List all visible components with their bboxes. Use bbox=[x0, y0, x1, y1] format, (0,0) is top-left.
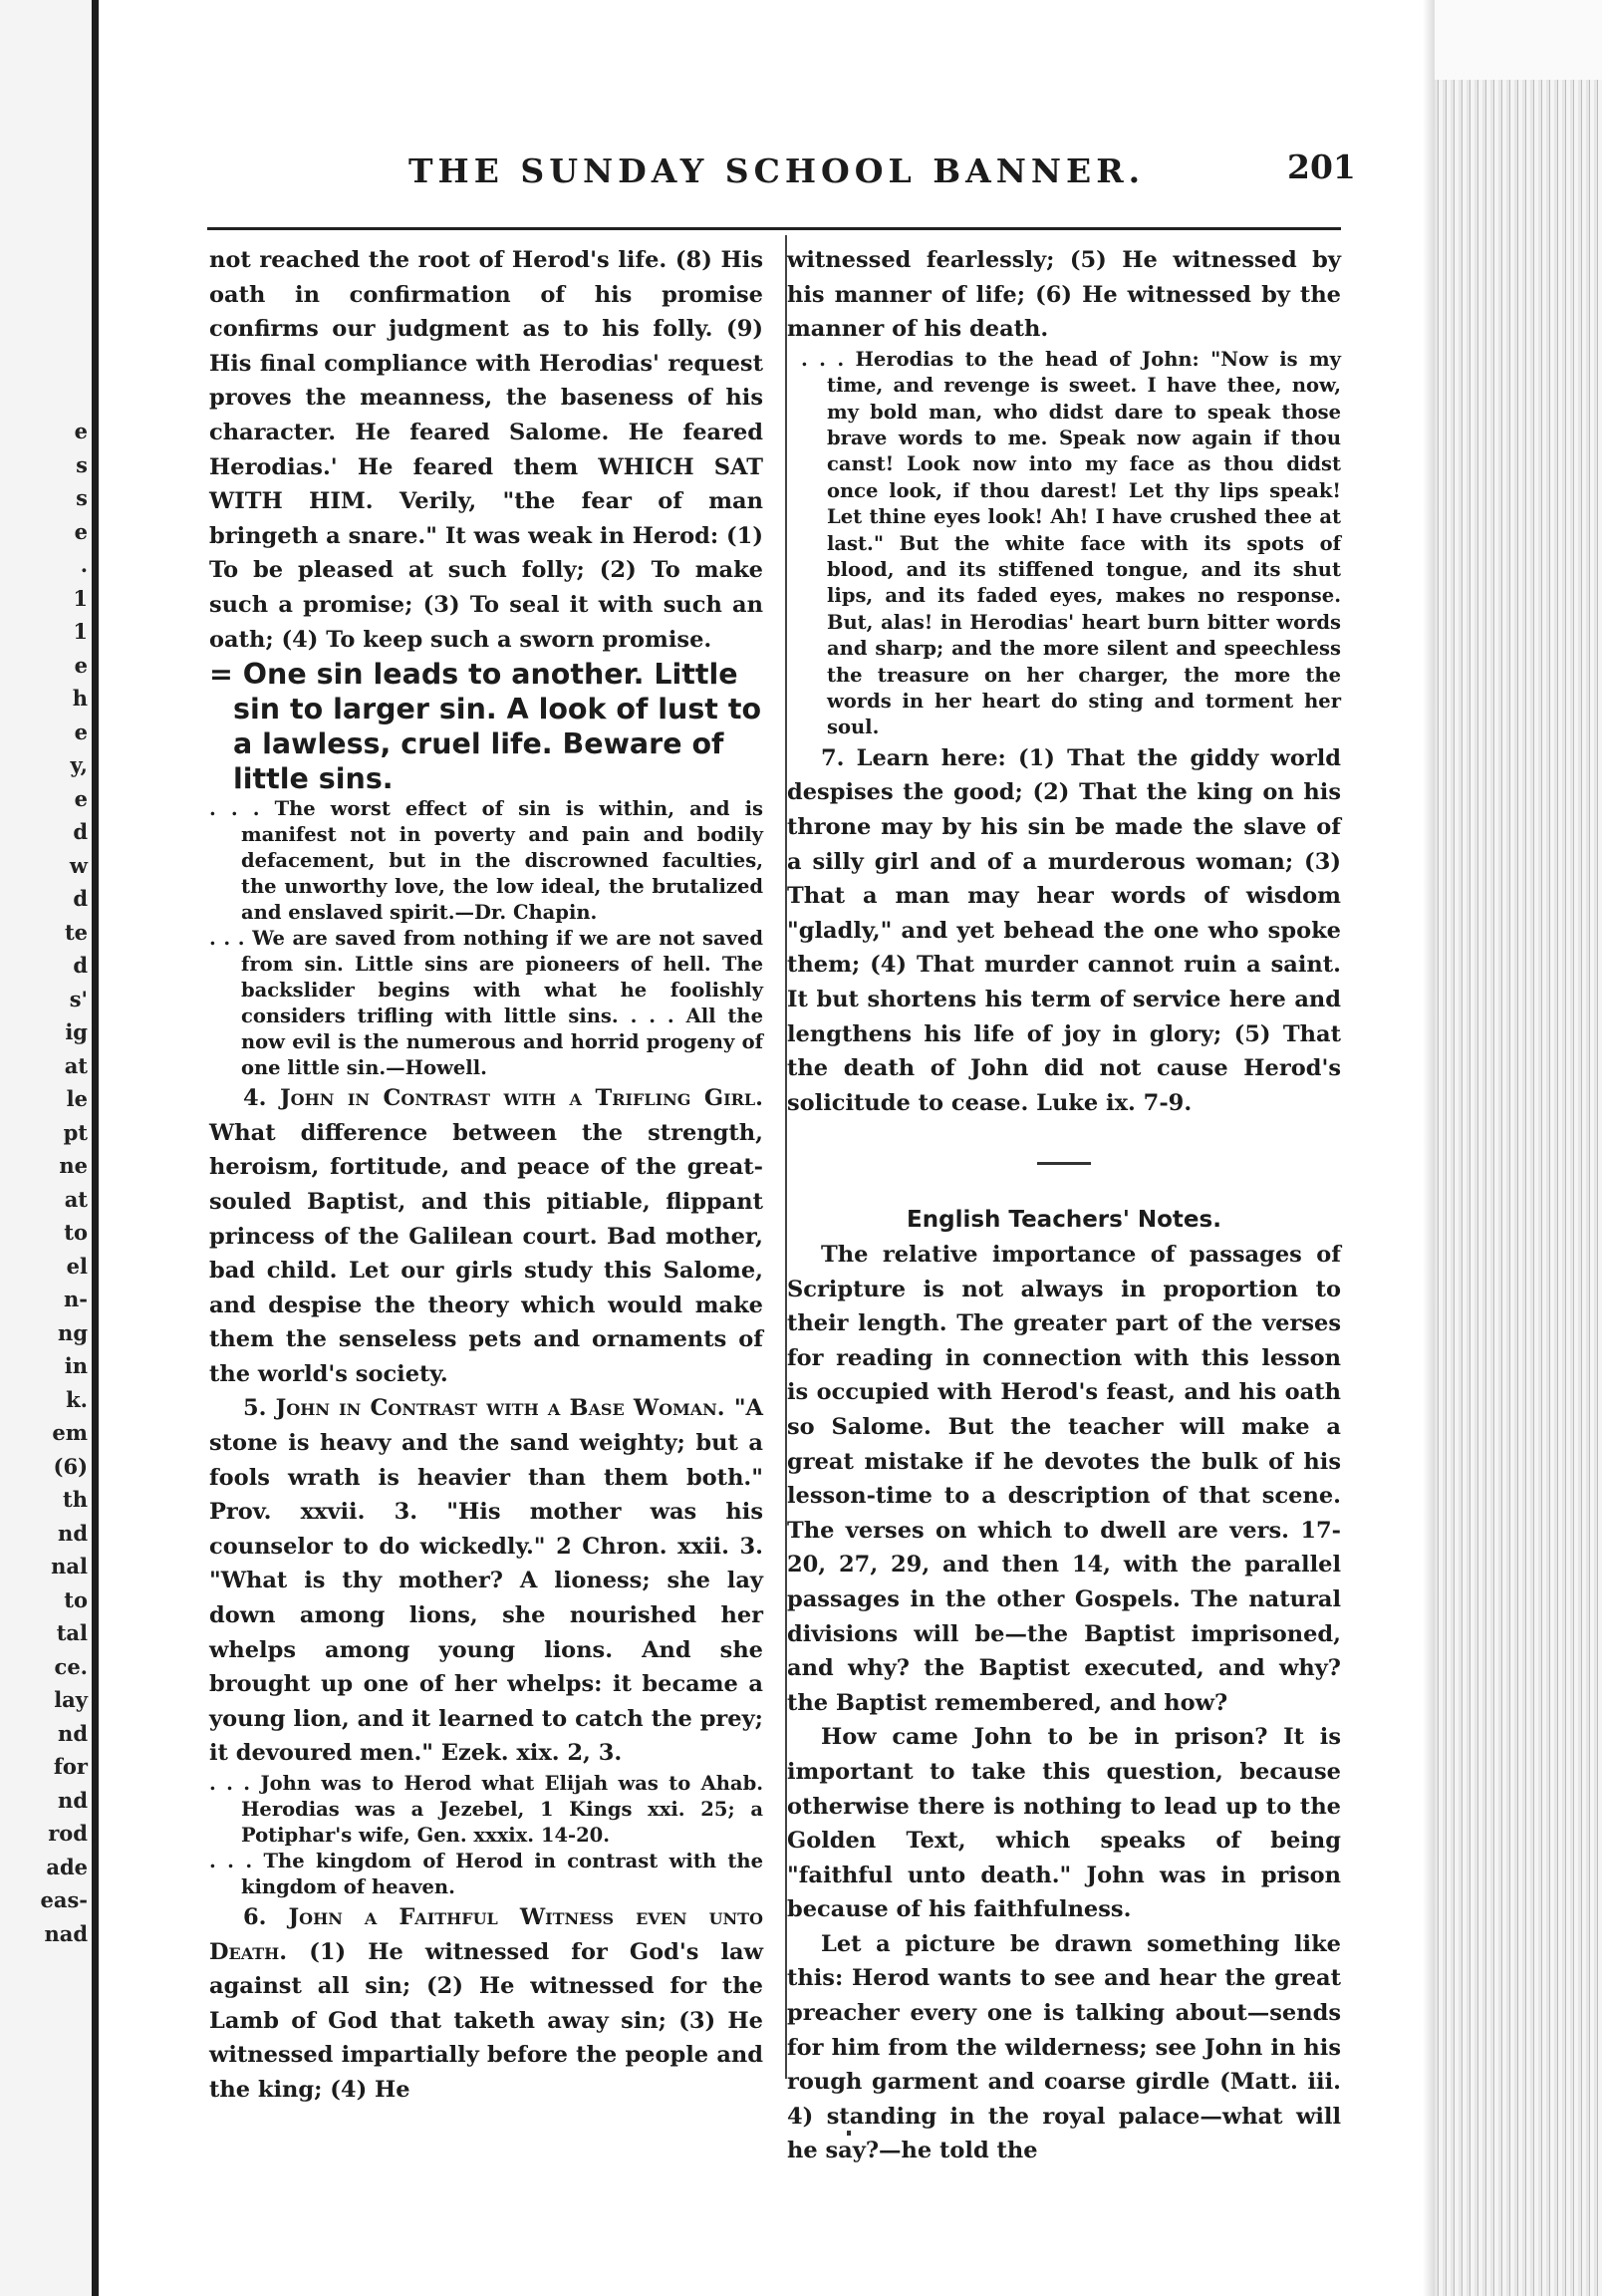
margin-fragment: nad bbox=[44, 1920, 88, 1946]
margin-fragment: n- bbox=[64, 1287, 88, 1311]
facing-page-fragments bbox=[0, 0, 92, 2296]
paragraph: 7. Learn here: (1) That the giddy world despises the good; (2) That the king on his throne may by his sin be made the slave of a silly girl and of a murderous woman; (3) That a man may hear words of wisdom "gladly," and yet behead the one who spoke them; (4) That murder cannot ruin a saint. It but shortens his term of service here and lengthens his life of joy in glory; (5) That the death of John did not cause Herod's solicitude to cease. Luke ix. 7-9. bbox=[787, 744, 1341, 1116]
margin-fragment: em bbox=[52, 1420, 88, 1445]
margin-fragment: e bbox=[74, 419, 88, 443]
margin-fragment: ce. bbox=[54, 1653, 88, 1679]
scanner-background-top-right bbox=[1435, 0, 1602, 80]
section-5 bbox=[209, 1391, 763, 1771]
quotation: . . . The kingdom of Herod in contrast with the kingdom of heaven. bbox=[209, 1850, 763, 1898]
margin-fragment: el bbox=[66, 1253, 88, 1279]
left-column bbox=[209, 243, 763, 2108]
margin-fragment: at bbox=[64, 1186, 88, 1212]
margin-fragment: nd bbox=[58, 1720, 88, 1746]
margin-fragment: y, bbox=[70, 752, 88, 777]
margin-fragment: k. bbox=[66, 1386, 88, 1412]
section-body: What difference between the strength, heroism, fortitude, and peace of the great-souled Baptist, and this pitiable, flippant princess of the Galilean court. Bad mother, bad child. Let our girls study this Salome, and despise the theory which would make them the senseless pets and ornaments of the world's society. bbox=[209, 1119, 763, 1387]
margin-fragment: ng bbox=[58, 1319, 88, 1345]
margin-fragment: to bbox=[64, 1220, 88, 1245]
margin-fragment: e bbox=[74, 652, 88, 678]
margin-fragment: eas- bbox=[40, 1887, 88, 1912]
margin-fragment: ade bbox=[46, 1854, 88, 1879]
margin-fragment: w bbox=[69, 852, 88, 878]
paragraph: The relative importance of passages of Scripture is not always in proportion to their length. The greater part of the verses for reading in connection with this lesson is occupied with Herod's feast, and his oath so Salome. But the teacher will make a great mistake if he devotes the bulk of his lesson-time to a description of that scene. The verses on which to dwell are vers. 17-20, 27, 29, and then 14, with the parallel passages in the other Gospels. The natural divisions will be—the Baptist imprisoned, and why? the Baptist executed, and why? the Baptist remembered, and how? bbox=[787, 1242, 1341, 1716]
paragraph: witnessed fearlessly; (5) He witnessed by his manner of life; (6) He witnessed by the manner of his death. bbox=[787, 247, 1341, 343]
margin-fragment: le bbox=[66, 1086, 88, 1111]
margin-fragment: nd bbox=[58, 1520, 88, 1546]
running-head bbox=[100, 147, 1423, 201]
margin-fragment: (6) bbox=[53, 1453, 88, 1479]
section-heading: 6. John a Faithful Witness even unto Death. bbox=[209, 1904, 763, 1965]
quotation: . . . The worst effect of sin is within, and is manifest not in poverty and pain and bodily defacement, but in the discrowned faculties, the unworthy love, the low ideal, the brutalized and enslaved spirit.—Dr. Chapin. bbox=[209, 797, 763, 925]
margin-fragment: e bbox=[74, 718, 88, 744]
margin-fragment: for bbox=[53, 1754, 88, 1779]
header-rule bbox=[207, 227, 1341, 230]
ink-speck bbox=[847, 2131, 851, 2136]
margin-fragment: 1 bbox=[73, 619, 88, 644]
margin-fragment: ig bbox=[65, 1019, 88, 1044]
margin-fragment: h bbox=[72, 686, 88, 711]
quotation: . . . Herodias to the head of John: "Now is my time, and revenge is sweet. I have thee, now, my bold man, who didst dare to speak those brave words to me. Speak now again if thou canst! Look now into my face as thou didst once look, if thou darest! Let thy lips speak! Let thine eyes look! Ah! I have crushed thee at last." But the white face with its spots of blood, and its stiffened tongue, and its shut lips, and its faded eyes, makes no response. But, alas! in Herodias' heart burn bitter words and sharp; and the more silent and speechless the treasure on her charger, the more the words in her heart do sting and torment her soul. bbox=[801, 347, 1341, 739]
section-6 bbox=[209, 1900, 763, 2108]
quotation: . . . John was to Herod what Elijah was to Ahab. Herodias was a Jezebel, 1 Kings xxi. 25; a Potiphar's wife, Gen. xxxix. 14-20. bbox=[209, 1772, 763, 1847]
margin-fragment: e bbox=[74, 518, 88, 544]
callout-text: = One sin leads to another. Little sin to larger sin. A look of lust to a lawless, cruel life. Beware of little sins. bbox=[209, 658, 762, 796]
section-heading: 5. John in Contrast with a Base Woman. bbox=[243, 1395, 725, 1422]
section-body: (1) He witnessed for God's law against all sin; (2) He witnessed for the Lamb of God that taketh away sin; (3) He witnessed impartially before the people and the king; (4) He bbox=[209, 1938, 763, 2103]
paragraph: not reached the root of Herod's life. (8) His oath in confirmation of his promise confirms our judgment as to his folly. (9) His final compliance with Herodias' request proves the meanness, the baseness of his character. He feared Salome. He feared Herodias.' He feared them WHICH SAT WITH HIM. Verily, "the fear of man bringeth a snare." It was weak in Herod: (1) To be pleased at such folly; (2) To make such a promise; (3) To seal it with such an oath; (4) To keep such a sworn promise. bbox=[209, 247, 763, 653]
journal-title: THE SUNDAY SCHOOL BANNER. bbox=[408, 151, 1146, 190]
paragraph: Let a picture be drawn something like this: Herod wants to see and hear the great preacher every one is talking about—sends for him from the wilderness; see John in his rough garment and coarse girdle (Matt. iii. 4) standing in the royal palace—what will he say?—he told the bbox=[787, 1930, 1341, 2164]
margin-fragment: . bbox=[80, 552, 88, 577]
margin-fragment: d bbox=[73, 819, 88, 844]
margin-fragment: ne bbox=[59, 1153, 88, 1178]
page-number: 201 bbox=[1287, 147, 1356, 186]
margin-fragment: pt bbox=[63, 1119, 88, 1145]
margin-fragment: d bbox=[73, 886, 88, 911]
margin-fragment: nal bbox=[51, 1554, 88, 1578]
margin-fragment: s bbox=[76, 451, 88, 477]
quotation: . . . We are saved from nothing if we are not saved from sin. Little sins are pioneers of hell. The backslider begins with what he foolishly considers trifling with little sins. . . . All the now evil is the numerous and horrid progeny of one little sin.—Howell. bbox=[209, 927, 763, 1080]
margin-fragment: 1 bbox=[73, 585, 88, 611]
margin-fragment: to bbox=[64, 1586, 88, 1612]
margin-fragment: s' bbox=[69, 986, 88, 1011]
page-stack-edges bbox=[1435, 0, 1602, 2296]
margin-fragment: s bbox=[76, 485, 88, 510]
margin-fragment: te bbox=[64, 919, 88, 945]
margin-fragment: lay bbox=[54, 1687, 88, 1712]
margin-fragment: tal bbox=[56, 1620, 88, 1645]
margin-fragment: d bbox=[73, 953, 88, 978]
right-column bbox=[787, 243, 1341, 2168]
margin-fragment: in bbox=[64, 1353, 88, 1378]
paragraph: How came John to be in prison? It is important to take this question, because otherwise there is nothing to lead up to the Golden Text, which speaks of being "faithful unto death." John was in prison because of his faithfulness. bbox=[787, 1724, 1341, 1923]
section-4 bbox=[209, 1081, 763, 1391]
book-gutter-edge bbox=[92, 0, 99, 2296]
margin-fragment: e bbox=[74, 785, 88, 811]
margin-fragment: th bbox=[63, 1487, 88, 1512]
section-body: "A stone is heavy and the sand weighty; but a fools wrath is heavier than them both." Prov. xxvii. 3. "His mother was his counselor to do wickedly." 2 Chron. xxii. 3. "What is thy mother? A lioness; she lay down among lions, she nourished her whelps among young lions. And she brought up one of her whelps: it became a young lion, and it learned to catch the prey; it devoured men." Ezek. xix. 2, 3. bbox=[209, 1395, 763, 1767]
section-divider bbox=[1037, 1162, 1091, 1165]
margin-fragment: nd bbox=[58, 1787, 88, 1813]
book-page bbox=[100, 0, 1423, 2296]
margin-fragment: rod bbox=[48, 1821, 88, 1846]
section-heading: 4. John in Contrast with a Trifling Girl. bbox=[243, 1085, 763, 1112]
margin-fragment: at bbox=[64, 1052, 88, 1078]
notes-heading: English Teachers' Notes. bbox=[907, 1207, 1221, 1234]
